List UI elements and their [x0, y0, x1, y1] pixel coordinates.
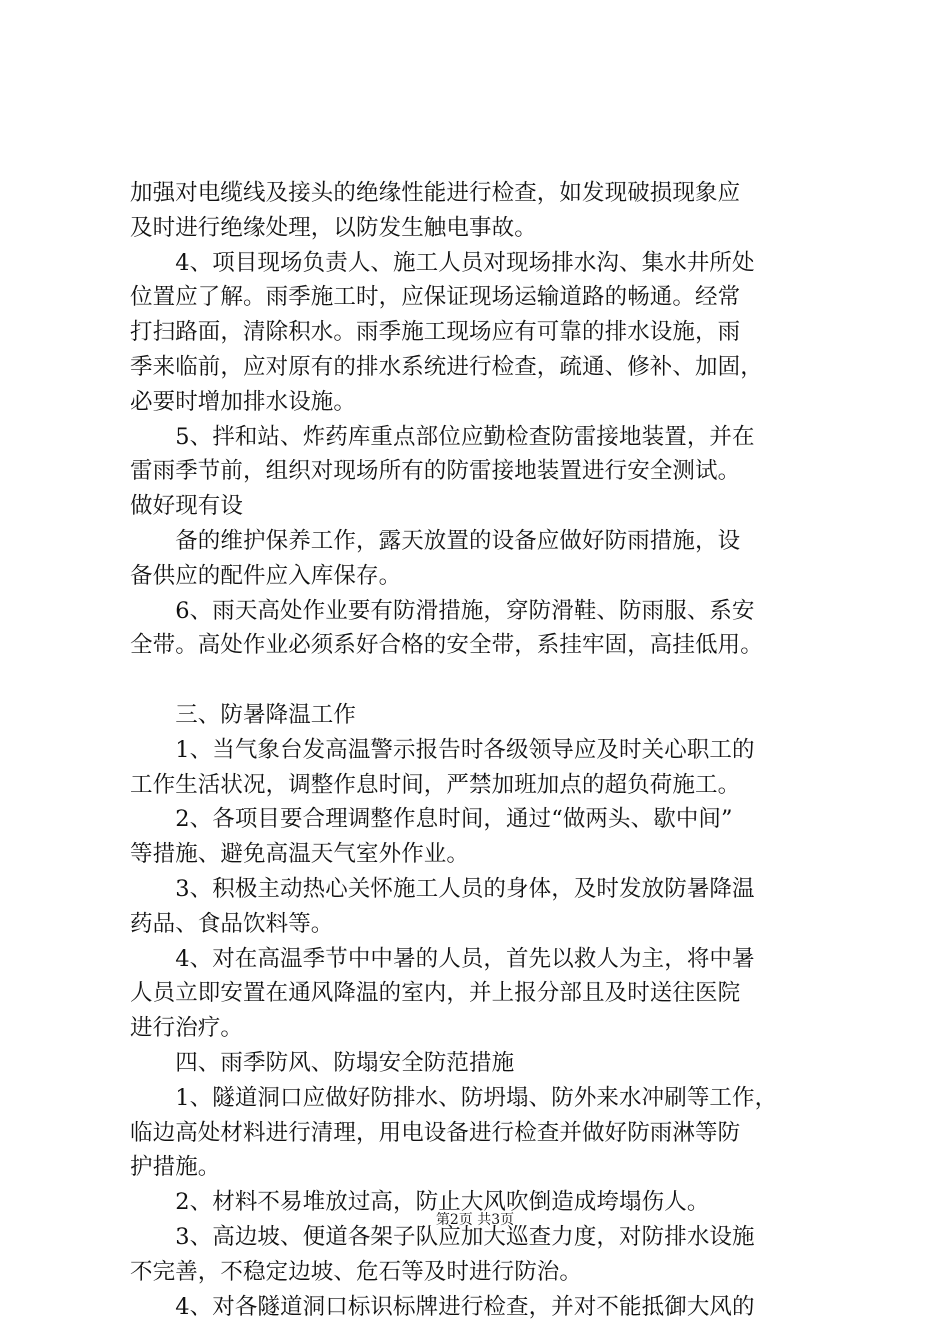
text-line: 等措施、避免高温天气室外作业。 [130, 841, 470, 868]
text-line: 打扫路面，清除积水。雨季施工现场应有可靠的排水设施，雨 [130, 319, 741, 346]
text-line: 必要时增加排水设施。 [130, 388, 357, 415]
text-line: 工作生活状况，调整作息时间，严禁加班加点的超负荷施工。 [130, 771, 741, 798]
text-line: 人员立即安置在通风降温的室内，并上报分部且及时送往医院 [130, 980, 741, 1007]
text-line: 做好现有设 [130, 493, 244, 520]
text-line: 1、当气象台发高温警示报告时各级领导应及时关心职工的 [130, 736, 755, 763]
document-body [130, 176, 820, 1324]
text-line: 位置应了解。雨季施工时，应保证现场运输道路的畅通。经常 [130, 284, 741, 311]
text-line: 3、积极主动热心关怀施工人员的身体，及时发放防暑降温 [130, 875, 755, 902]
text-line: 不完善，不稳定边坡、危石等及时进行防治。 [130, 1258, 583, 1285]
text-line: 药品、食品饮料等。 [130, 910, 334, 937]
section-heading: 三、防暑降温工作 [130, 701, 357, 728]
text-line: 4、对各隧道洞口标识标牌进行检查，并对不能抵御大风的 [130, 1293, 755, 1320]
text-line: 4、对在高温季节中中暑的人员，首先以救人为主，将中暑 [130, 945, 755, 972]
text-line: 4、项目现场负责人、施工人员对现场排水沟、集水井所处 [130, 249, 755, 276]
text-line: 加强对电缆线及接头的绝缘性能进行检查，如发现破损现象应 [130, 180, 741, 206]
text-line: 全带。高处作业必须系好合格的安全带，系挂牢固，高挂低用。 [130, 632, 763, 659]
text-line: 护措施。 [130, 1154, 221, 1181]
text-line: 雷雨季节前，组织对现场所有的防雷接地装置进行安全测试。 [130, 458, 741, 485]
blank-line [130, 663, 820, 698]
text-line: 1、隧道洞口应做好防排水、防坍塌、防外来水冲刷等工作， [130, 1084, 778, 1111]
text-line: 5、拌和站、炸药库重点部位应勤检查防雷接地装置，并在 [130, 423, 755, 450]
text-line: 备的维护保养工作，露天放置的设备应做好防雨措施，设 [130, 527, 741, 554]
section-heading: 四、雨季防风、防塌安全防范措施 [130, 1049, 515, 1076]
text-line: 3、高边坡、便道各架子队应加大巡查力度，对防排水设施 [130, 1223, 755, 1250]
text-line: 6、雨天高处作业要有防滑措施，穿防滑鞋、防雨服、系安 [130, 597, 755, 624]
text-line: 备供应的配件应入库保存。 [130, 562, 402, 589]
page-footer: 第2页 共3页 [435, 1212, 515, 1228]
text-line: 及时进行绝缘处理，以防发生触电事故。 [130, 214, 537, 241]
text-line: 进行治疗。 [130, 1015, 244, 1042]
text-line: 2、材料不易堆放过高，防止大风吹倒造成垮塌伤人。 [130, 1189, 710, 1216]
text-line: 临边高处材料进行清理，用电设备进行检查并做好防雨淋等防 [130, 1119, 741, 1146]
text-line: 季来临前，应对原有的排水系统进行检查，疏通、修补、加固， [130, 353, 763, 380]
text-line: 2、各项目要合理调整作息时间，通过“做两头、歇中间” [130, 806, 733, 833]
